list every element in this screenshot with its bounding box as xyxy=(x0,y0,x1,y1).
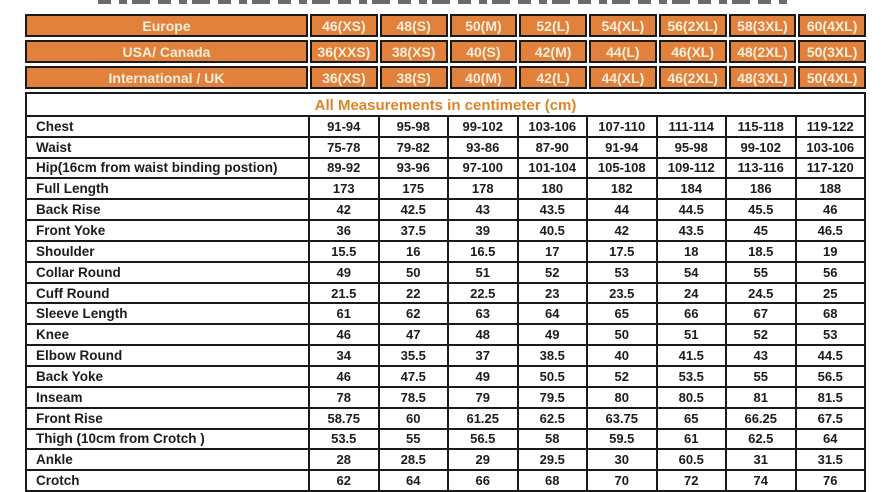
measurement-value: 74 xyxy=(725,469,795,490)
measurement-value: 39 xyxy=(447,219,517,240)
size-cell: 38(S) xyxy=(380,66,448,89)
measurement-value: 52 xyxy=(517,261,587,282)
measurement-value: 79.5 xyxy=(517,386,587,407)
measurement-value: 67.5 xyxy=(795,407,865,428)
measurement-value: 49 xyxy=(447,365,517,386)
measurement-row-label: Hip(16cm from waist binding postion) xyxy=(27,157,308,178)
measurement-value: 55 xyxy=(725,261,795,282)
size-measurement-table xyxy=(25,14,866,492)
measurement-value: 43.5 xyxy=(517,198,587,219)
measurement-row-label: Full Length xyxy=(27,177,308,198)
measurement-value: 91-94 xyxy=(308,115,378,136)
measurement-value: 70 xyxy=(586,469,656,490)
measurement-value: 29.5 xyxy=(517,448,587,469)
measurement-value: 95-98 xyxy=(378,115,448,136)
measurement-value: 66 xyxy=(447,469,517,490)
measurement-value: 64 xyxy=(517,302,587,323)
measurement-value: 91-94 xyxy=(586,136,656,157)
measurement-row-label: Back Yoke xyxy=(27,365,308,386)
measurement-value: 56.5 xyxy=(447,428,517,449)
measurement-value: 44.5 xyxy=(795,344,865,365)
measurement-value: 175 xyxy=(378,177,448,198)
measurement-value: 184 xyxy=(656,177,726,198)
size-cell: 56(2XL) xyxy=(659,14,727,37)
measurement-value: 59.5 xyxy=(586,428,656,449)
size-cell: 50(M) xyxy=(450,14,518,37)
size-cell: 36(XS) xyxy=(310,66,378,89)
size-cell: 46(XL) xyxy=(659,40,727,63)
measurement-value: 62.5 xyxy=(517,407,587,428)
measurement-value: 18 xyxy=(656,240,726,261)
measurement-value: 61 xyxy=(308,302,378,323)
measurement-value: 41.5 xyxy=(656,344,726,365)
size-system-label: International / UK xyxy=(25,66,308,89)
measurement-value: 50 xyxy=(586,323,656,344)
measurement-value: 58.75 xyxy=(308,407,378,428)
measurement-value: 173 xyxy=(308,177,378,198)
measurement-value: 51 xyxy=(447,261,517,282)
measurement-value: 60 xyxy=(378,407,448,428)
measurement-value: 109-112 xyxy=(656,157,726,178)
size-cell: 50(4XL) xyxy=(798,66,866,89)
measurement-value: 47.5 xyxy=(378,365,448,386)
size-cell: 52(L) xyxy=(519,14,587,37)
measurement-value: 64 xyxy=(795,428,865,449)
measurement-value: 65 xyxy=(656,407,726,428)
measurement-value: 24 xyxy=(656,282,726,303)
measurement-value: 40 xyxy=(586,344,656,365)
measurement-value: 34 xyxy=(308,344,378,365)
measurement-value: 78 xyxy=(308,386,378,407)
measurement-value: 46.5 xyxy=(795,219,865,240)
measurement-value: 19 xyxy=(795,240,865,261)
measurement-value: 58 xyxy=(517,428,587,449)
measurement-value: 99-102 xyxy=(447,115,517,136)
measurement-value: 53 xyxy=(795,323,865,344)
measurement-value: 35.5 xyxy=(378,344,448,365)
size-cell: 54(XL) xyxy=(589,14,657,37)
measurement-value: 31.5 xyxy=(795,448,865,469)
measurement-value: 50.5 xyxy=(517,365,587,386)
measurement-row-label: Inseam xyxy=(27,386,308,407)
measurement-value: 66 xyxy=(656,302,726,323)
measurement-value: 182 xyxy=(586,177,656,198)
measurement-value: 81.5 xyxy=(795,386,865,407)
size-cell: 46(XS) xyxy=(310,14,378,37)
measurement-value: 62.5 xyxy=(725,428,795,449)
measurement-value: 55 xyxy=(725,365,795,386)
measurement-value: 115-118 xyxy=(725,115,795,136)
measurement-value: 61.25 xyxy=(447,407,517,428)
measurement-value: 49 xyxy=(308,261,378,282)
measurement-value: 16 xyxy=(378,240,448,261)
measurement-value: 95-98 xyxy=(656,136,726,157)
measurement-value: 111-114 xyxy=(656,115,726,136)
size-system-row xyxy=(25,66,866,89)
measurement-value: 30 xyxy=(586,448,656,469)
measurement-value: 53 xyxy=(586,261,656,282)
size-cell: 50(3XL) xyxy=(798,40,866,63)
measurement-value: 93-86 xyxy=(447,136,517,157)
measurement-value: 53.5 xyxy=(308,428,378,449)
size-system-header-rows xyxy=(25,14,866,89)
measurement-value: 23 xyxy=(517,282,587,303)
measurement-value: 55 xyxy=(378,428,448,449)
measurement-value: 22 xyxy=(378,282,448,303)
measurement-value: 25 xyxy=(795,282,865,303)
size-cell: 40(M) xyxy=(450,66,518,89)
measurement-value: 87-90 xyxy=(517,136,587,157)
measurement-value: 28 xyxy=(308,448,378,469)
measurement-value: 42.5 xyxy=(378,198,448,219)
measurement-row-label: Thigh (10cm from Crotch ) xyxy=(27,428,308,449)
measurement-row-label: Shoulder xyxy=(27,240,308,261)
size-cell: 58(3XL) xyxy=(729,14,797,37)
measurement-value: 68 xyxy=(517,469,587,490)
measurement-value: 180 xyxy=(517,177,587,198)
measurement-value: 44.5 xyxy=(656,198,726,219)
measurement-value: 79-82 xyxy=(378,136,448,157)
measurement-value: 65 xyxy=(586,302,656,323)
measurement-value: 53.5 xyxy=(656,365,726,386)
measurement-value: 15.5 xyxy=(308,240,378,261)
size-cell: 36(XXS) xyxy=(310,40,378,63)
measurement-value: 22.5 xyxy=(447,282,517,303)
measurement-value: 37 xyxy=(447,344,517,365)
measurement-grid xyxy=(25,92,866,492)
units-note: All Measurements in centimeter (cm) xyxy=(314,96,577,114)
measurement-value: 43 xyxy=(725,344,795,365)
measurement-value: 67 xyxy=(725,302,795,323)
measurement-value: 119-122 xyxy=(795,115,865,136)
measurement-value: 42 xyxy=(586,219,656,240)
measurement-value: 60.5 xyxy=(656,448,726,469)
measurement-value: 42 xyxy=(308,198,378,219)
measurement-value: 186 xyxy=(725,177,795,198)
measurement-value: 52 xyxy=(586,365,656,386)
size-cell: 60(4XL) xyxy=(798,14,866,37)
measurement-value: 75-78 xyxy=(308,136,378,157)
measurement-value: 28.5 xyxy=(378,448,448,469)
cropped-title-fragment xyxy=(98,0,792,4)
measurement-value: 47 xyxy=(378,323,448,344)
measurement-value: 78.5 xyxy=(378,386,448,407)
measurement-value: 62 xyxy=(378,302,448,323)
measurement-value: 46 xyxy=(308,323,378,344)
measurement-value: 52 xyxy=(725,323,795,344)
measurement-value: 45 xyxy=(725,219,795,240)
measurement-row-label: Knee xyxy=(27,323,308,344)
measurement-value: 44 xyxy=(586,198,656,219)
measurement-value: 64 xyxy=(378,469,448,490)
measurement-value: 113-116 xyxy=(725,157,795,178)
size-system-row xyxy=(25,14,866,37)
measurement-value: 40.5 xyxy=(517,219,587,240)
measurement-value: 62 xyxy=(308,469,378,490)
measurement-value: 51 xyxy=(656,323,726,344)
size-cell: 38(XS) xyxy=(380,40,448,63)
measurement-value: 31 xyxy=(725,448,795,469)
size-system-label: USA/ Canada xyxy=(25,40,308,63)
measurement-value: 50 xyxy=(378,261,448,282)
measurement-value: 81 xyxy=(725,386,795,407)
measurement-value: 63.75 xyxy=(586,407,656,428)
size-cell: 42(M) xyxy=(519,40,587,63)
measurement-value: 43 xyxy=(447,198,517,219)
measurement-row-label: Front Rise xyxy=(27,407,308,428)
measurement-value: 72 xyxy=(656,469,726,490)
measurement-row-label: Ankle xyxy=(27,448,308,469)
size-cell: 48(2XL) xyxy=(729,40,797,63)
measurement-value: 21.5 xyxy=(308,282,378,303)
measurement-value: 89-92 xyxy=(308,157,378,178)
size-cell: 46(2XL) xyxy=(659,66,727,89)
measurement-value: 49 xyxy=(517,323,587,344)
size-cell: 44(L) xyxy=(589,40,657,63)
measurement-value: 68 xyxy=(795,302,865,323)
measurement-value: 101-104 xyxy=(517,157,587,178)
size-cell: 42(L) xyxy=(519,66,587,89)
measurement-value: 46 xyxy=(308,365,378,386)
size-cell: 48(3XL) xyxy=(729,66,797,89)
measurement-value: 46 xyxy=(795,198,865,219)
measurement-value: 29 xyxy=(447,448,517,469)
measurement-value: 76 xyxy=(795,469,865,490)
measurement-value: 178 xyxy=(447,177,517,198)
size-cell: 44(XL) xyxy=(589,66,657,89)
measurement-value: 103-106 xyxy=(795,136,865,157)
measurement-row-label: Chest xyxy=(27,115,308,136)
size-system-label: Europe xyxy=(25,14,308,37)
measurement-value: 117-120 xyxy=(795,157,865,178)
measurement-value: 56 xyxy=(795,261,865,282)
measurement-value: 54 xyxy=(656,261,726,282)
measurement-value: 61 xyxy=(656,428,726,449)
measurement-value: 18.5 xyxy=(725,240,795,261)
measurement-value: 17.5 xyxy=(586,240,656,261)
measurement-value: 48 xyxy=(447,323,517,344)
measurement-row-label: Sleeve Length xyxy=(27,302,308,323)
measurement-row-label: Collar Round xyxy=(27,261,308,282)
measurement-row-label: Cuff Round xyxy=(27,282,308,303)
measurement-value: 43.5 xyxy=(656,219,726,240)
measurement-value: 105-108 xyxy=(586,157,656,178)
measurement-value: 99-102 xyxy=(725,136,795,157)
measurement-value: 38.5 xyxy=(517,344,587,365)
measurement-value: 93-96 xyxy=(378,157,448,178)
measurement-value: 23.5 xyxy=(586,282,656,303)
measurement-value: 63 xyxy=(447,302,517,323)
measurement-row-label: Back Rise xyxy=(27,198,308,219)
measurement-value: 24.5 xyxy=(725,282,795,303)
size-cell: 48(S) xyxy=(380,14,448,37)
measurement-value: 56.5 xyxy=(795,365,865,386)
measurement-value: 16.5 xyxy=(447,240,517,261)
measurement-value: 36 xyxy=(308,219,378,240)
measurement-value: 80.5 xyxy=(656,386,726,407)
measurement-value: 37.5 xyxy=(378,219,448,240)
measurement-value: 45.5 xyxy=(725,198,795,219)
measurement-value: 17 xyxy=(517,240,587,261)
measurement-value: 103-106 xyxy=(517,115,587,136)
measurement-row-label: Crotch xyxy=(27,469,308,490)
measurement-value: 107-110 xyxy=(586,115,656,136)
size-cell: 40(S) xyxy=(450,40,518,63)
measurement-value: 188 xyxy=(795,177,865,198)
measurement-row-label: Front Yoke xyxy=(27,219,308,240)
measurement-row-label: Elbow Round xyxy=(27,344,308,365)
size-system-row xyxy=(25,40,866,63)
measurement-value: 79 xyxy=(447,386,517,407)
measurement-value: 97-100 xyxy=(447,157,517,178)
measurement-value: 66.25 xyxy=(725,407,795,428)
measurement-row-label: Waist xyxy=(27,136,308,157)
measurement-value: 80 xyxy=(586,386,656,407)
